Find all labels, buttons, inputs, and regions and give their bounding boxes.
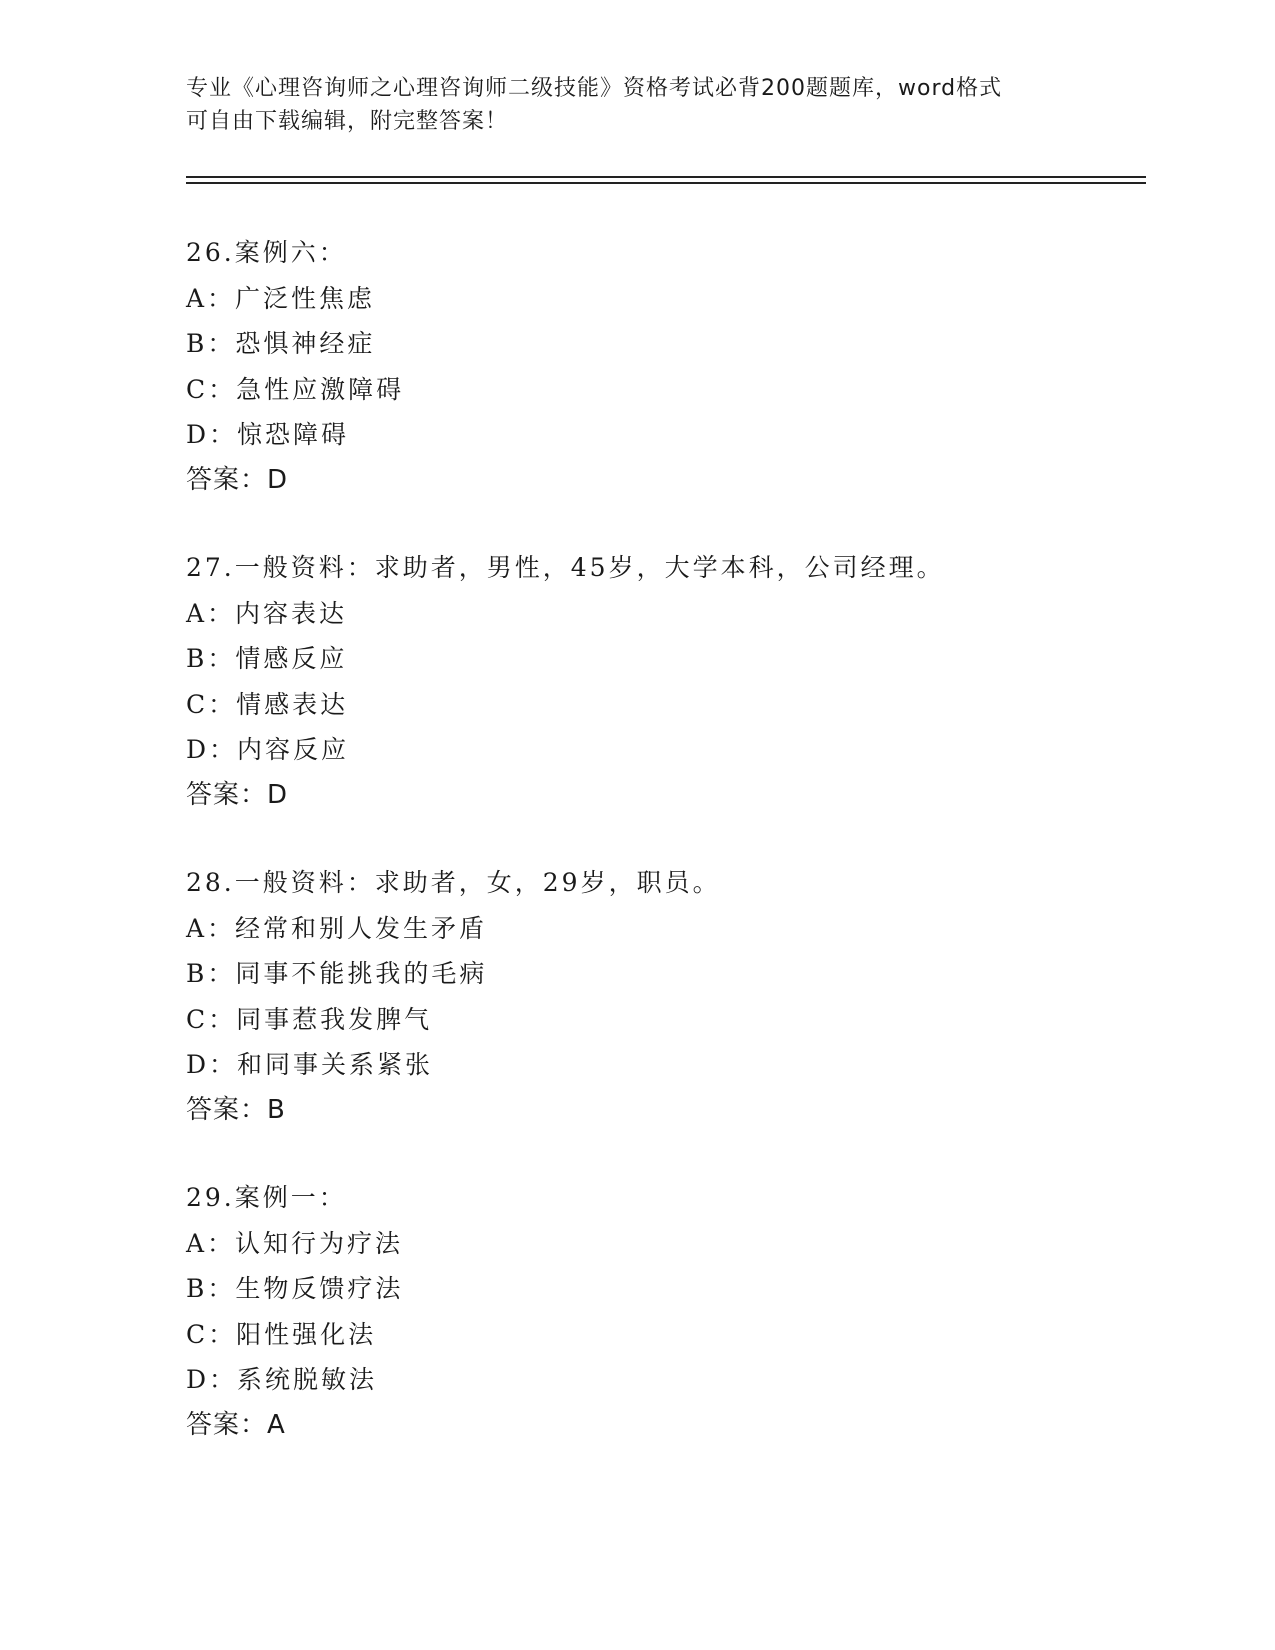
option-c: C：急性应激障碍 — [186, 374, 405, 404]
option-c: C：阳性强化法 — [186, 1319, 377, 1349]
option-a: A：认知行为疗法 — [186, 1228, 404, 1258]
header-rule-top — [186, 176, 1146, 178]
header-line-2: 可自由下载编辑，附完整答案！ — [186, 109, 509, 134]
question-26 — [186, 230, 404, 503]
option-b: B：恐惧神经症 — [186, 329, 376, 358]
question-28 — [186, 860, 721, 1133]
header-rule-bottom — [186, 182, 1146, 184]
header-line-1: 专业《心理咨询师之心理咨询师二级技能》资格考试必背200题题库，word格式 — [186, 76, 1003, 101]
option-d: D：内容反应 — [186, 735, 350, 764]
question-stem: 29.案例一： — [186, 1183, 347, 1212]
option-b: B：情感反应 — [186, 644, 348, 673]
answer: 答案：D — [186, 779, 289, 810]
question-stem: 27.一般资料：求助者，男性，45岁，大学本科，公司经理。 — [186, 553, 945, 582]
option-d: D：惊恐障碍 — [186, 420, 350, 449]
question-stem: 28.一般资料：求助者，女，29岁，职员。 — [186, 868, 721, 897]
option-a: A：广泛性焦虑 — [186, 283, 376, 313]
option-c: C：同事惹我发脾气 — [186, 1004, 433, 1034]
option-a: A：经常和别人发生矛盾 — [186, 913, 488, 943]
document-header — [186, 72, 1086, 138]
answer: 答案：B — [186, 1094, 286, 1125]
option-d: D：和同事关系紧张 — [186, 1050, 434, 1079]
option-d: D：系统脱敏法 — [186, 1365, 378, 1394]
question-29 — [186, 1175, 403, 1448]
answer: 答案：A — [186, 1409, 286, 1440]
question-27 — [186, 545, 945, 818]
option-b: B：同事不能挑我的毛病 — [186, 959, 488, 988]
option-c: C：情感表达 — [186, 689, 349, 719]
option-b: B：生物反馈疗法 — [186, 1274, 404, 1303]
option-a: A：内容表达 — [186, 598, 348, 628]
question-stem: 26.案例六： — [186, 238, 347, 267]
answer: 答案：D — [186, 464, 289, 495]
